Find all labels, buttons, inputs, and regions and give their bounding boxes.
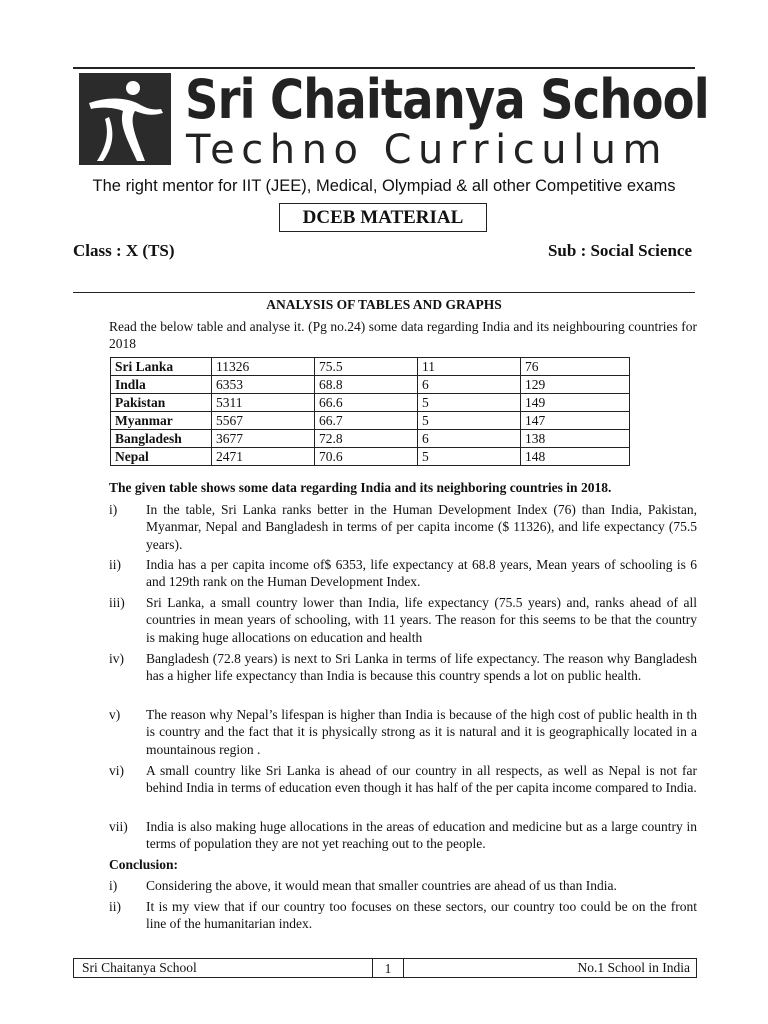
value-cell: 129 bbox=[521, 376, 630, 394]
list-item-number: i) bbox=[109, 878, 118, 893]
list-item-number: v) bbox=[109, 707, 121, 722]
page-footer bbox=[73, 958, 697, 978]
list-item-number: vii) bbox=[109, 819, 128, 834]
list-item-number: iii) bbox=[109, 595, 125, 610]
class-label: Class : X (TS) bbox=[73, 241, 175, 260]
table-row bbox=[111, 430, 630, 448]
value-cell: 2471 bbox=[212, 448, 315, 466]
value-cell: 5 bbox=[418, 412, 521, 430]
list-item-text: Bangladesh (72.8 years) is next to Sri Lanka in terms of life expectancy. The reason why Bangladesh has a higher life expectancy than India is because this country spends a lot on public health. bbox=[146, 651, 697, 684]
value-cell: 11326 bbox=[212, 358, 315, 376]
footer-school: Sri Chaitanya School bbox=[82, 960, 197, 975]
table-summary: The given table shows some data regarding India and its neighboring countries in 2018. bbox=[109, 480, 612, 495]
value-cell: 6 bbox=[418, 430, 521, 448]
value-cell: 68.8 bbox=[315, 376, 418, 394]
table-row bbox=[111, 358, 630, 376]
country-cell: Sri Lanka bbox=[111, 358, 212, 376]
list-item-number: ii) bbox=[109, 557, 121, 572]
list-item-text: It is my view that if our country too focuses on these sectors, our country too could be on the front line of the humanitarian index. bbox=[146, 899, 697, 932]
header-divider bbox=[73, 292, 695, 293]
country-cell: Bangladesh bbox=[111, 430, 212, 448]
value-cell: 5567 bbox=[212, 412, 315, 430]
value-cell: 3677 bbox=[212, 430, 315, 448]
table-row bbox=[111, 412, 630, 430]
table-row bbox=[111, 394, 630, 412]
list-item bbox=[109, 556, 697, 591]
list-item-text: In the table, Sri Lanka ranks better in the Human Development Index (76) than India, Pakistan, Myanmar, Nepal and Bangladesh in terms of per capita income ($ 11326), and life expectancy (75.5 years). bbox=[146, 502, 697, 552]
list-item-number: ii) bbox=[109, 899, 121, 914]
intro-paragraph: Read the below table and analyse it. (Pg no.24) some data regarding India and its neighbouring countries for 2018 bbox=[109, 319, 697, 351]
list-item bbox=[109, 818, 697, 853]
value-cell: 5 bbox=[418, 394, 521, 412]
country-cell: Nepal bbox=[111, 448, 212, 466]
value-cell: 148 bbox=[521, 448, 630, 466]
table-row bbox=[111, 448, 630, 466]
country-cell: Indla bbox=[111, 376, 212, 394]
list-item bbox=[109, 762, 697, 797]
value-cell: 5311 bbox=[212, 394, 315, 412]
country-data-table bbox=[110, 357, 630, 466]
list-item-text: A small country like Sri Lanka is ahead of our country in all respects, as well as Nepal is not far behind India in terms of education even though it has half of the per capita income compared to India. bbox=[146, 763, 697, 796]
tagline: The right mentor for IIT (JEE), Medical, Olympiad & all other Competitive exams bbox=[92, 177, 676, 195]
list-item bbox=[109, 650, 697, 685]
country-cell: Pakistan bbox=[111, 394, 212, 412]
value-cell: 75.5 bbox=[315, 358, 418, 376]
value-cell: 6 bbox=[418, 376, 521, 394]
subject-label: Sub : Social Science bbox=[547, 241, 692, 260]
list-item bbox=[109, 501, 697, 553]
value-cell: 66.6 bbox=[315, 394, 418, 412]
table-row bbox=[111, 376, 630, 394]
list-item-text: India has a per capita income of$ 6353, life expectancy at 68.8 years, Mean years of schooling is 6 and 129th rank on the Human Development Index. bbox=[146, 557, 697, 590]
brand-subtitle: Techno Curriculum bbox=[186, 127, 668, 173]
list-item-number: i) bbox=[109, 502, 118, 517]
footer-tagline: No.1 School in India bbox=[577, 960, 690, 975]
list-item-number: vi) bbox=[109, 763, 124, 778]
value-cell: 70.6 bbox=[315, 448, 418, 466]
list-item-number: iv) bbox=[109, 651, 124, 666]
list-item bbox=[109, 898, 697, 933]
brand-name: Sri Chaitanya School bbox=[185, 68, 709, 131]
material-title: DCEB MATERIAL bbox=[279, 203, 487, 232]
value-cell: 76 bbox=[521, 358, 630, 376]
list-item-text: Considering the above, it would mean that smaller countries are ahead of us than India. bbox=[146, 878, 617, 893]
country-cell: Myanmar bbox=[111, 412, 212, 430]
value-cell: 5 bbox=[418, 448, 521, 466]
value-cell: 149 bbox=[521, 394, 630, 412]
list-item-text: India is also making huge allocations in the areas of education and medicine but as a large country in terms of population they are not yet reaching out to the people. bbox=[146, 819, 697, 852]
running-figure-icon bbox=[79, 73, 171, 165]
value-cell: 6353 bbox=[212, 376, 315, 394]
page-number: 1 bbox=[372, 959, 404, 977]
list-item-text: Sri Lanka, a small country lower than India, life expectancy (75.5 years) and, ranks ahead of all countries in mean years of schooling, with 11 years. The reason for this seems to be that the country is making huge allocations on education and health bbox=[146, 595, 697, 645]
value-cell: 138 bbox=[521, 430, 630, 448]
section-title: ANALYSIS OF TABLES AND GRAPHS bbox=[266, 297, 502, 312]
value-cell: 72.8 bbox=[315, 430, 418, 448]
list-item-text: The reason why Nepal’s lifespan is higher than India is because of the high cost of public health in th is country and the fact that it is physically strong as it is natural and it is geographically located in a mountainous region . bbox=[146, 707, 697, 757]
value-cell: 147 bbox=[521, 412, 630, 430]
list-item bbox=[109, 877, 697, 894]
list-item bbox=[109, 706, 697, 758]
conclusion-title: Conclusion: bbox=[109, 857, 179, 872]
value-cell: 66.7 bbox=[315, 412, 418, 430]
list-item bbox=[109, 594, 697, 646]
value-cell: 11 bbox=[418, 358, 521, 376]
